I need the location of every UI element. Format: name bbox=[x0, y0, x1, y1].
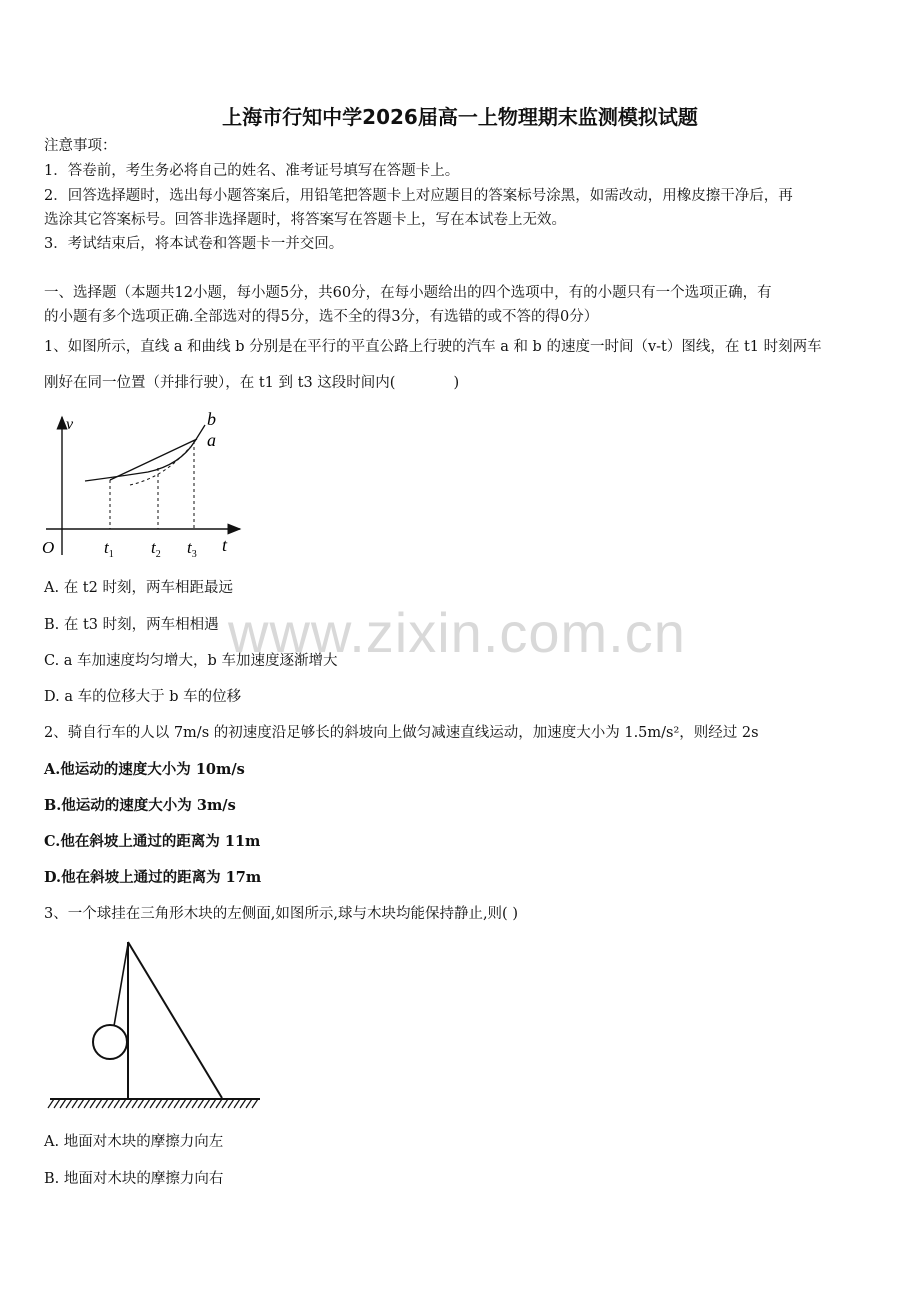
q2-stem: 2、骑自行车的人以 7m/s 的初速度沿足够长的斜坡向上做匀减速直线运动，加速度大小为 1.5m/s²，则经过 2s bbox=[44, 725, 759, 741]
q2-option-d: D.他在斜坡上通过的距离为 17m bbox=[44, 869, 262, 886]
curve-b bbox=[85, 425, 205, 481]
hatch-mark bbox=[132, 1099, 138, 1108]
hatch-mark bbox=[204, 1099, 210, 1108]
ball-block-figure bbox=[46, 938, 266, 1118]
label-t3: $t_3$ bbox=[187, 538, 197, 560]
section-heading-line1: 一、选择题（本题共12小题，每小题5分，共60分，在每小题给出的四个选项中，有的小题只有一个选项正确，有 bbox=[44, 285, 772, 301]
label-t2: $t_2$ bbox=[151, 538, 161, 560]
q2-option-b: B.他运动的速度大小为 3m/s bbox=[44, 797, 236, 814]
label-o: O bbox=[42, 538, 55, 557]
hatch-mark bbox=[240, 1099, 246, 1108]
label-a: a bbox=[207, 430, 216, 450]
hatch-mark bbox=[48, 1099, 54, 1108]
hatch-mark bbox=[108, 1099, 114, 1108]
hatch-mark bbox=[162, 1099, 168, 1108]
hatch-mark bbox=[192, 1099, 198, 1108]
hatch-mark bbox=[54, 1099, 60, 1108]
q3-stem: 3、一个球挂在三角形木块的左侧面,如图所示,球与木块均能保持静止,则( ) bbox=[44, 906, 518, 922]
q3-option-b: B. 地面对木块的摩擦力向右 bbox=[44, 1171, 224, 1187]
hatch-mark bbox=[102, 1099, 108, 1108]
hatch-mark bbox=[186, 1099, 192, 1108]
hatch-mark bbox=[198, 1099, 204, 1108]
section-heading-line2: 的小题有多个选项正确.全部选对的得5分，选不全的得3分，有选错的或不答的得0分） bbox=[44, 309, 599, 325]
notice-item-2: 2．回答选择题时，选出每小题答案后，用铅笔把答题卡上对应题目的答案标号涂黑，如需改动，用橡皮擦干净后，再 bbox=[44, 188, 793, 204]
hatch-mark bbox=[78, 1099, 84, 1108]
string bbox=[114, 944, 128, 1026]
notice-item-1: 1．答卷前，考生务必将自己的姓名、准考证号填写在答题卡上。 bbox=[44, 163, 460, 179]
page-title: 上海市行知中学2026届高一上物理期末监测模拟试题 bbox=[222, 105, 698, 129]
hatch-mark bbox=[252, 1099, 258, 1108]
ground-hatch bbox=[48, 1099, 258, 1108]
hatch-mark bbox=[216, 1099, 222, 1108]
q1-option-d: D. a 车的位移大于 b 车的位移 bbox=[44, 689, 242, 705]
hatch-mark bbox=[222, 1099, 228, 1108]
watermark: www.zixin.com.cn bbox=[228, 601, 686, 664]
vt-graph bbox=[40, 405, 250, 565]
hatch-mark bbox=[72, 1099, 78, 1108]
hatch-mark bbox=[156, 1099, 162, 1108]
hatch-mark bbox=[90, 1099, 96, 1108]
q1-stem-line2: 刚好在同一位置（并排行驶），在 t1 到 t3 这段时间内( ) bbox=[44, 375, 460, 391]
hatch-mark bbox=[174, 1099, 180, 1108]
label-v: v bbox=[66, 416, 74, 433]
notice-heading: 注意事项： bbox=[44, 138, 117, 154]
hatch-mark bbox=[66, 1099, 72, 1108]
hatch-mark bbox=[180, 1099, 186, 1108]
hatch-mark bbox=[126, 1099, 132, 1108]
q2-option-c: C.他在斜坡上通过的距离为 11m bbox=[44, 833, 261, 850]
ball bbox=[93, 1025, 127, 1059]
hatch-mark bbox=[144, 1099, 150, 1108]
notice-item-2-cont: 选涂其它答案标号。回答非选择题时，将答案写在答题卡上，写在本试卷上无效。 bbox=[44, 212, 566, 228]
hatch-mark bbox=[228, 1099, 234, 1108]
hatch-mark bbox=[150, 1099, 156, 1108]
hatch-mark bbox=[114, 1099, 120, 1108]
q1-option-b: B. 在 t3 时刻，两车相相遇 bbox=[44, 617, 219, 633]
hatch-mark bbox=[138, 1099, 144, 1108]
hatch-mark bbox=[120, 1099, 126, 1108]
hatch-mark bbox=[60, 1099, 66, 1108]
q1-option-a: A. 在 t2 时刻，两车相距最远 bbox=[44, 580, 233, 596]
label-t: t bbox=[222, 535, 228, 555]
block-slope bbox=[128, 942, 222, 1098]
q1-stem-line1: 1、如图所示，直线 a 和曲线 b 分别是在平行的平直公路上行驶的汽车 a 和 b 的速度一时间（v-t）图线，在 t1 时刻两车 bbox=[44, 339, 822, 355]
q3-option-a: A. 地面对木块的摩擦力向左 bbox=[44, 1134, 224, 1150]
q1-option-c: C. a 车加速度均匀增大，b 车加速度逐渐增大 bbox=[44, 653, 338, 669]
hatch-mark bbox=[210, 1099, 216, 1108]
line-a bbox=[110, 439, 197, 480]
notice-item-3: 3．考试结束后，将本试卷和答题卡一并交回。 bbox=[44, 236, 344, 252]
label-b: b bbox=[207, 409, 216, 429]
hatch-mark bbox=[84, 1099, 90, 1108]
q2-option-a: A.他运动的速度大小为 10m/s bbox=[44, 761, 245, 778]
hatch-mark bbox=[234, 1099, 240, 1108]
hatch-mark bbox=[168, 1099, 174, 1108]
label-t1: $t_1$ bbox=[104, 538, 114, 560]
hatch-mark bbox=[96, 1099, 102, 1108]
hatch-mark bbox=[246, 1099, 252, 1108]
